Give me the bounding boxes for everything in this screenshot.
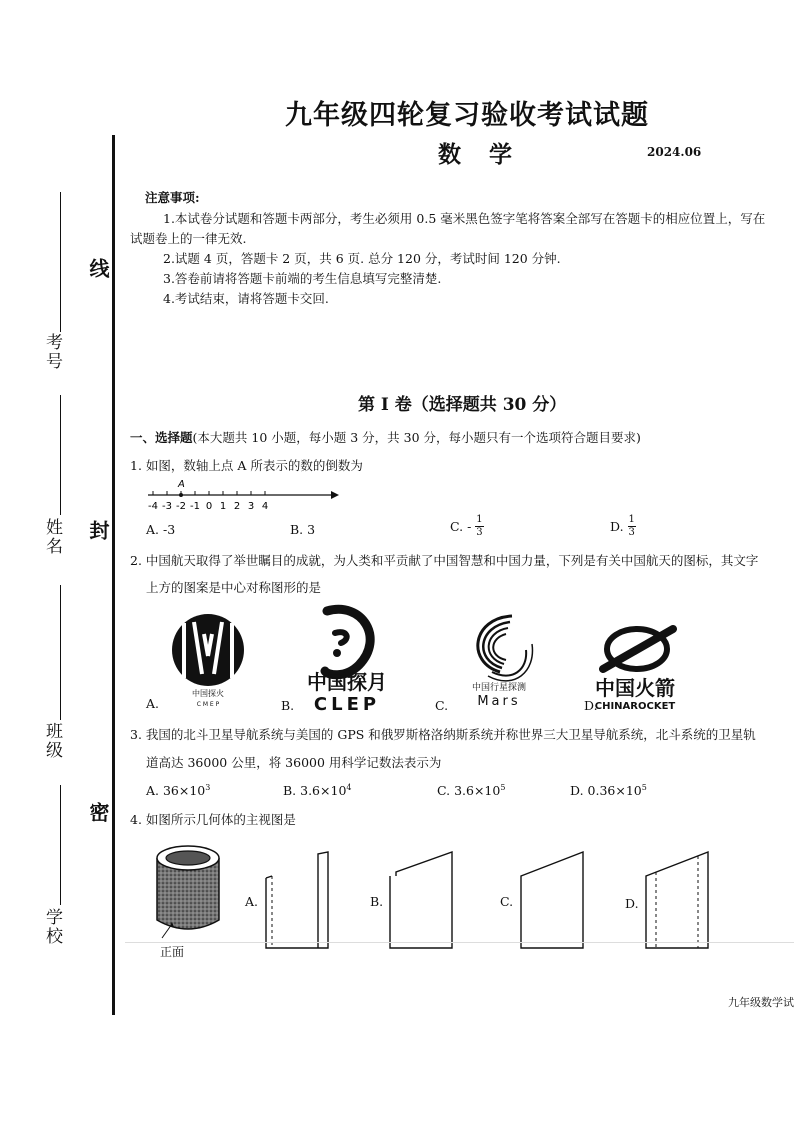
margin-label-xingming: 姓名 [42, 518, 62, 556]
q1-tick-label: -1 [190, 501, 200, 512]
margin-blank-xuexiao [60, 785, 61, 905]
margin-seal-mi: 密 [86, 802, 110, 824]
q2-option-d[interactable]: D. [584, 698, 598, 713]
q3-d-exp: 5 [641, 783, 647, 792]
q3-option-b[interactable] [283, 783, 352, 798]
q2-text-2: 上方的图案是中心对称图形的是 [146, 580, 322, 595]
q2-logo-c [452, 610, 547, 708]
exam-date: 2024.06 [647, 145, 702, 159]
logo-b-en: CLEP [313, 694, 381, 713]
q4-option-b[interactable]: B. [370, 894, 384, 909]
q3-a-exp: 3 [205, 783, 211, 792]
logo-a-en: C M E P [196, 701, 220, 708]
q3-b-exp: 4 [346, 783, 352, 792]
q4-solid-figure [150, 838, 230, 963]
q2-option-b[interactable]: B. [281, 698, 295, 713]
q3-b-base: B. 3.6×10 [283, 783, 347, 799]
margin-label-banji: 班级 [42, 722, 62, 760]
q1-c-frac-den: 3 [476, 527, 483, 538]
section-intro-text: (本大题共 10 小题，每小题 3 分，共 30 分，每小题只有一个选项符合题目要求) [192, 430, 641, 445]
q1-tick-label: 0 [205, 501, 213, 512]
q1-tick-label: -2 [176, 501, 186, 512]
q4-option-c[interactable]: C. [500, 894, 514, 909]
q1-option-a[interactable]: A. -3 [146, 522, 176, 537]
q1-tick-label: 3 [247, 501, 255, 512]
q3-option-c[interactable] [437, 783, 505, 798]
q3-text-2: 道高达 36000 公里，将 36000 用科学记数法表示为 [146, 755, 442, 770]
q2-option-a[interactable]: A. [146, 696, 160, 711]
logo-a-cn: 中国探火 [192, 689, 224, 698]
q2-text-1: 2. 中国航天取得了举世瞩目的成就，为人类和平贡献了中国智慧和中国力量，下列是有关中国航天的图标，其文字 [130, 553, 759, 568]
q1-tick-label: 4 [261, 501, 269, 512]
q3-option-a[interactable] [146, 783, 210, 798]
q4-option-a[interactable]: A. [245, 894, 259, 909]
q1-tick-label: 2 [233, 501, 241, 512]
q1-tick-label: 1 [219, 501, 227, 512]
margin-blank-xingming [60, 395, 61, 515]
margin-blank-kaohao [60, 192, 61, 332]
q3-d-base: D. 0.36×10 [570, 783, 642, 799]
q4-text: 4. 如图所示几何体的主视图是 [130, 812, 296, 827]
q1-option-c-label: C. - [450, 519, 472, 534]
q1-point-label: A [178, 479, 185, 490]
q3-text-1: 3. 我国的北斗卫星导航系统与美国的 GPS 和俄罗斯格洛纳斯系统并称世界三大卫星导航系统，北斗系统的卫星轨 [130, 727, 756, 742]
q4-front-label: 正面 [159, 945, 185, 959]
notice-item-2: 2.试题 4 页，答题卡 2 页，共 6 页. 总分 120 分，考试时间 120 分钟. [163, 251, 561, 266]
section-title: 第 I 卷（选择题共 30 分） [358, 395, 567, 415]
q1-c-frac-num: 1 [476, 514, 483, 525]
q1-d-frac-num: 1 [628, 514, 635, 525]
logo-c-cn: 中国行星探测 [471, 683, 527, 693]
q4-shape-c [517, 850, 589, 950]
q1-number-line [143, 475, 343, 515]
margin-seal-feng: 封 [86, 520, 110, 542]
q1-option-d[interactable] [610, 514, 636, 539]
margin-label-kaohao: 考号 [42, 333, 62, 371]
margin-seal-xian: 线 [86, 258, 110, 280]
q4-shape-a [262, 850, 334, 950]
q4-option-d[interactable]: D. [625, 896, 639, 911]
subject-title: 数 学 [438, 141, 523, 168]
logo-d-en: CHINAROCKET [594, 701, 676, 712]
q3-option-d[interactable] [570, 783, 647, 798]
logo-d-cn: 中国火箭 [595, 676, 675, 700]
section-intro [130, 428, 641, 446]
margin-blank-banji [60, 585, 61, 720]
q3-a-base: A. 36×10 [146, 783, 206, 799]
q3-c-exp: 5 [500, 783, 506, 792]
exam-title: 九年级四轮复习验收考试试题 [285, 100, 649, 131]
q1-text: 1. 如图，数轴上点 A 所表示的数的倒数为 [130, 458, 363, 473]
q2-logo-b [297, 603, 397, 713]
page-bottom-rule [125, 942, 794, 943]
notice-heading: 注意事项: [145, 190, 200, 205]
q1-d-frac-den: 3 [628, 527, 635, 538]
notice-item-4: 4.考试结束，请将答题卡交回. [163, 291, 329, 306]
q4-shape-b [386, 850, 458, 950]
q2-logo-d [585, 623, 695, 715]
q1-option-c[interactable] [450, 514, 484, 539]
logo-b-cn: 中国探月 [307, 670, 387, 694]
q2-option-c[interactable]: C. [435, 698, 449, 713]
q1-tick-label: -4 [148, 501, 158, 512]
notice-item-1b: 试题卷上的一律无效. [130, 231, 247, 246]
notice-item-1a: 1.本试卷分试题和答题卡两部分，考生必须用 0.5 毫米黑色签字笔将答案全部写在答题卡的相应位置上，写在 [163, 211, 766, 226]
q3-c-base: C. 3.6×10 [437, 783, 501, 799]
section-intro-label: 一、选择题 [130, 430, 193, 445]
notice-item-3: 3.答卷前请将答题卡前端的考生信息填写完整清楚. [163, 271, 442, 286]
q1-option-b[interactable]: B. 3 [290, 522, 316, 537]
q1-option-d-label: D. [610, 519, 624, 534]
q2-logo-a [168, 608, 248, 708]
margin-label-xuexiao: 学校 [42, 908, 62, 946]
footer-text: 九年级数学试 [728, 996, 794, 1009]
q1-tick-label: -3 [162, 501, 172, 512]
logo-c-en: Mars [477, 694, 521, 708]
q4-shape-d [642, 850, 714, 950]
